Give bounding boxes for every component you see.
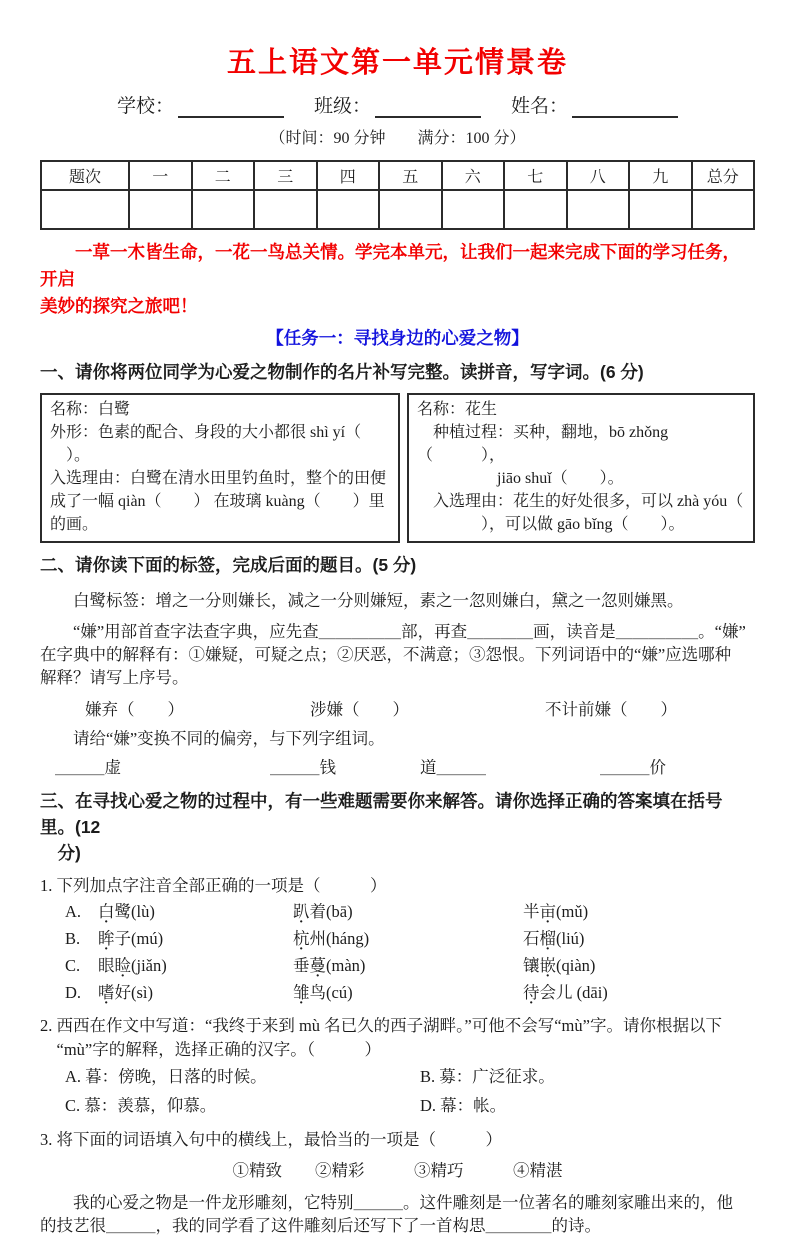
xian-word-item: 不计前嫌（ ）	[545, 700, 677, 719]
score-empty-cell	[442, 190, 505, 229]
score-header-cell: 四	[317, 161, 380, 190]
card-egret-line: 成了一幅 qiàn（ ） 在玻璃 kuàng（ ）里的画。	[50, 493, 385, 533]
option-letter: D.	[65, 983, 82, 1002]
q1-option-row	[65, 925, 755, 952]
score-header-cell: 二	[192, 161, 255, 190]
dotted-char: 白	[98, 902, 115, 921]
score-empty-cell	[129, 190, 192, 229]
score-header-cell: 七	[504, 161, 567, 190]
student-info-row	[40, 91, 755, 118]
section2-paragraph	[40, 620, 755, 689]
q2-option-item: B. 募：广泛征求。	[420, 1067, 555, 1086]
xian-word-item: 嫌弃（ ）	[85, 700, 184, 719]
school-field	[117, 91, 284, 118]
question2-options	[40, 1062, 755, 1120]
q2-option-row	[65, 1091, 755, 1120]
name-blank-line[interactable]	[572, 96, 678, 118]
score-header-cell: 五	[379, 161, 442, 190]
score-empty-cell	[692, 190, 755, 229]
q1-option-row	[65, 979, 755, 1006]
section2-para-line: “嫌”用部首查字法查字典，应先查＿＿＿＿＿部，再查＿＿＿＿画，读音是＿＿＿＿＿。“嫌”	[40, 622, 746, 641]
page-title: 五上语文第一单元情景卷	[226, 47, 568, 79]
question1-stem: 1. 下列加点字注音全部正确的一项是（ ）	[40, 876, 387, 895]
school-label: 学校：	[116, 96, 174, 117]
school-blank-line[interactable]	[178, 96, 284, 118]
swap-radical-line: 请给“嫌”变换不同的偏旁，与下列字组词。	[40, 729, 385, 748]
q1-option-item: 石榴(liú)	[523, 929, 585, 948]
dotted-char: 待	[523, 983, 540, 1002]
dotted-char: 蔓	[309, 956, 326, 975]
option-letter: C.	[65, 956, 81, 975]
radical-blanks-row	[55, 756, 755, 779]
xian-words-row	[85, 698, 755, 721]
score-table-empty-row	[41, 190, 754, 229]
dotted-char: 睑	[114, 956, 131, 975]
section2-para-line: 解释？请写上序号。	[40, 668, 189, 687]
question2-stem-line: “mù”字的解释，选择正确的汉字。（ ）	[40, 1040, 381, 1059]
card-peanut-line: jiāo shuǐ（ ）。	[417, 470, 624, 487]
q1-option-item: 杭州(háng)	[293, 929, 370, 948]
card-egret-line: 外形：色素的配合、身段的大小都很 shì yí（	[50, 424, 362, 441]
section2-heading: 二、请你读下面的标签，完成后面的题目。(5 分)	[40, 555, 417, 575]
score-header-cell: 三	[254, 161, 317, 190]
radical-blank-item: 道＿＿＿	[420, 758, 486, 777]
name-cards	[40, 393, 755, 543]
intro-line: 一草一木皆生命，一花一鸟总关情。学完本单元，让我们一起来完成下面的学习任务，开启	[40, 242, 740, 289]
class-label: 班级：	[313, 96, 371, 117]
q2-option-item: D. 幕：帐。	[420, 1096, 507, 1115]
q1-option-item: 趴着(bā)	[293, 902, 353, 921]
question2-stem-line: 2. 西西在作文中写道：“我终于来到 mù 名已久的西子湖畔。”可他不会写“mù”字。请你根据以下	[40, 1016, 722, 1035]
score-empty-cell	[192, 190, 255, 229]
time-score-line: （时间：90 分钟 满分：100 分）	[269, 130, 526, 147]
q1-option-item: 半亩(mǔ)	[523, 902, 589, 921]
score-empty-cell	[254, 190, 317, 229]
question3-para-line: 我的心爱之物是一件龙形雕刻，它特别＿＿＿。这件雕刻是一位著名的雕刻家雕出来的，他	[40, 1193, 733, 1212]
card-egret	[40, 393, 400, 543]
section3-heading	[40, 788, 755, 866]
score-header-cell: 题次	[41, 161, 129, 190]
question2-stem	[40, 1014, 755, 1062]
score-table	[40, 160, 755, 230]
section3-heading-line: 分)	[40, 843, 81, 863]
score-header-cell: 九	[629, 161, 692, 190]
score-header-cell: 一	[129, 161, 192, 190]
class-field	[314, 91, 481, 118]
intro-line: 美妙的探究之旅吧！	[40, 296, 198, 316]
class-blank-line[interactable]	[375, 96, 481, 118]
card-peanut-line: 种植过程：买种，翻地，bō zhǒng（ ），	[417, 424, 669, 464]
card-peanut-line: ），可以做 gāo bǐng（ ）。	[417, 516, 685, 533]
dotted-char: 榴	[539, 929, 556, 948]
xian-word-item: 涉嫌（ ）	[310, 700, 409, 719]
score-empty-cell	[317, 190, 380, 229]
question3-stem: 3. 将下面的词语填入句中的横线上，最恰当的一项是（ ）	[40, 1130, 502, 1149]
score-empty-cell	[629, 190, 692, 229]
score-table-header-row	[41, 161, 754, 190]
q2-option-row	[65, 1062, 755, 1091]
section1-heading: 一、请你将两位同学为心爱之物制作的名片补写完整。读拼音，写字词。(6 分)	[40, 362, 644, 382]
radical-blank-item: ＿＿＿虚	[55, 758, 121, 777]
card-peanut	[407, 393, 755, 543]
question3-para-line: 的技艺很＿＿＿，我的同学看了这件雕刻后还写下了一首构思＿＿＿＿的诗。	[40, 1216, 601, 1235]
egret-label-line: 白鹭标签：增之一分则嫌长，减之一分则嫌短，素之一忽则嫌白，黛之一忽则嫌黑。	[40, 591, 684, 610]
question3-paragraph	[40, 1191, 755, 1237]
section3-heading-line: 三、在寻找心爱之物的过程中，有一些难题需要你来解答。请你选择正确的答案填在括号里。(12	[40, 791, 723, 837]
section2-para-line: 在字典中的解释有：①嫌疑，可疑之点；②厌恶，不满意；③怨恨。下列词语中的“嫌”应选哪种	[40, 645, 732, 664]
score-header-cell: 六	[442, 161, 505, 190]
q1-option-item: 镶嵌(qiàn)	[523, 956, 596, 975]
card-peanut-line: 入选理由：花生的好处很多，可以 zhà yóu（	[417, 493, 744, 510]
q1-option-item: 雏鸟(cú)	[293, 983, 353, 1002]
q1-option-item: 嗜好(sì)	[98, 983, 153, 1002]
option-letter: A.	[65, 902, 82, 921]
dotted-char: 嗜	[98, 983, 115, 1002]
q2-option-item: A. 暮：傍晚，日落的时候。	[65, 1067, 267, 1086]
q1-option-item: 白鹭(lù)	[98, 902, 155, 921]
card-egret-line: ）。	[50, 447, 91, 464]
option-letter: B.	[65, 929, 81, 948]
radical-blank-item: ＿＿＿价	[600, 758, 666, 777]
score-empty-cell	[41, 190, 129, 229]
dotted-char: 眸	[98, 929, 115, 948]
q1-option-item: 眸子(mú)	[98, 929, 164, 948]
card-egret-line: 入选理由：白鹭在清水田里钓鱼时，整个的田便	[50, 470, 387, 487]
dotted-char: 杭	[293, 929, 310, 948]
card-egret-line: 名称：白鹭	[50, 401, 131, 418]
dotted-char: 嵌	[539, 956, 556, 975]
question3-word-bank: ①精致 ②精彩 ③精巧 ④精湛	[232, 1161, 563, 1180]
score-empty-cell	[379, 190, 442, 229]
radical-blank-item: ＿＿＿钱	[270, 758, 336, 777]
score-header-cell: 八	[567, 161, 630, 190]
score-header-cell: 总分	[692, 161, 755, 190]
name-label: 姓名：	[511, 96, 569, 117]
question1-options	[40, 898, 755, 1006]
q1-option-item: 垂蔓(màn)	[293, 956, 366, 975]
q1-option-row	[65, 898, 755, 925]
dotted-char: 趴	[293, 902, 310, 921]
dotted-char: 亩	[539, 902, 556, 921]
card-peanut-line: 名称：花生	[417, 401, 498, 418]
q1-option-item: 眼睑(jiǎn)	[98, 956, 167, 975]
dotted-char: 雏	[293, 983, 310, 1002]
intro-text	[40, 239, 755, 320]
task1-heading: 【任务一：寻找身边的心爱之物】	[266, 328, 529, 348]
q1-option-row	[65, 952, 755, 979]
score-empty-cell	[567, 190, 630, 229]
name-field	[511, 91, 678, 118]
q2-option-item: C. 慕：羡慕，仰慕。	[65, 1096, 217, 1115]
score-empty-cell	[504, 190, 567, 229]
q1-option-item: 待会儿 (dāi)	[523, 983, 608, 1002]
